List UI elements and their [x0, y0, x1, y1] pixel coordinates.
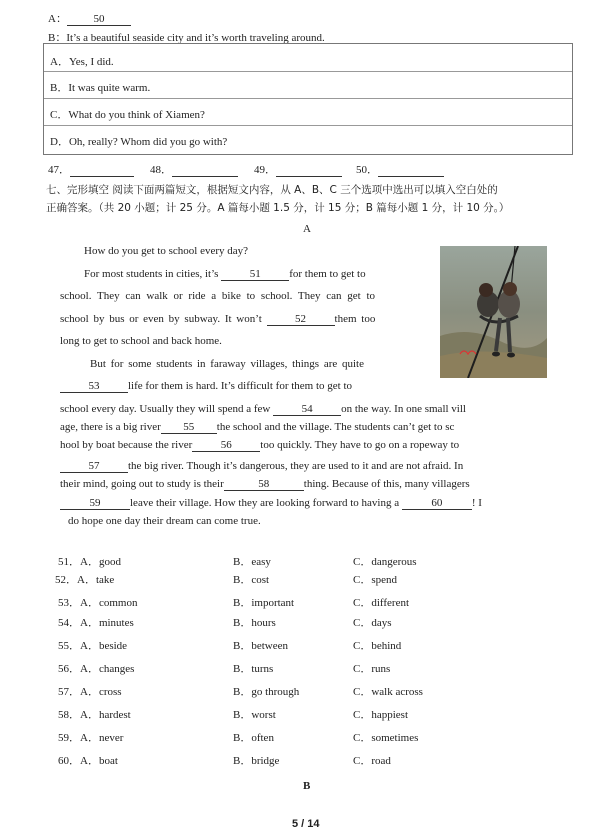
section-instructions-2: 正确答案。（共 20 小题；计 25 分。A 篇每小题 1.5 分，计 15 分；B 篇每小题 1 分，计 10 分。） [46, 202, 510, 214]
ropeway-children-illustration [440, 246, 547, 378]
passage-line [60, 380, 352, 393]
choice-c[interactable]: C．dangerous [353, 556, 417, 568]
section-instructions-1: 七、完形填空 阅读下面两篇短文，根据短文内容，从 A、B、C 三个选项中选出可以填入空白处的 [46, 184, 498, 196]
passage-b-heading: B [303, 780, 311, 792]
blank-54: 54 [273, 404, 341, 416]
passage-line [84, 268, 366, 281]
passage-line [60, 403, 466, 416]
blank-56: 56 [192, 440, 260, 452]
passage-line: long to get to school and back home. [60, 335, 222, 347]
passage-line [60, 421, 454, 434]
choice-b[interactable]: B．turns [233, 663, 274, 675]
blank-55: 55 [161, 422, 217, 434]
passage-line [60, 439, 459, 452]
blank-52: 52 [267, 314, 335, 326]
option-c: C．What do you think of Xiamen? [50, 109, 205, 121]
choice-c[interactable]: C．road [353, 755, 391, 767]
choice-a[interactable]: 56．A．changes [58, 663, 135, 675]
passage-line [60, 313, 375, 326]
answer-line-47[interactable] [48, 161, 134, 177]
speaker-a-label: A： [48, 13, 67, 25]
choice-b[interactable]: B．between [233, 640, 288, 652]
choice-c[interactable]: C．runs [353, 663, 391, 675]
blank-53: 53 [60, 381, 128, 393]
text-span: ! I [471, 497, 482, 509]
text-span: on the way. In one small vill [341, 403, 466, 415]
choice-c[interactable]: C．different [353, 597, 410, 609]
choice-a[interactable]: 59．A．never [58, 732, 124, 744]
answer-blank[interactable] [172, 165, 238, 177]
blank-58: 58 [224, 479, 304, 491]
choice-c[interactable]: C．days [353, 617, 392, 629]
text-span: school by bus or even by subway. It won’t [60, 313, 262, 325]
text-span: the big river. Though it’s dangerous, they are used to it and are not afraid. In [128, 460, 464, 472]
blank-59: 59 [60, 498, 130, 510]
choice-b[interactable]: B．hours [233, 617, 276, 629]
answer-line-50[interactable] [356, 161, 444, 177]
blank-60: 60 [402, 498, 472, 510]
choice-a[interactable]: 54．A．minutes [58, 617, 134, 629]
choice-a[interactable]: 57．A．cross [58, 686, 122, 698]
passage-line [60, 497, 482, 510]
choice-b[interactable]: B．cost [233, 574, 270, 586]
answer-blank[interactable] [378, 165, 444, 177]
choice-c[interactable]: C．happiest [353, 709, 408, 721]
divider [44, 125, 572, 126]
choice-a[interactable]: 58．A．hardest [58, 709, 131, 721]
text-span: leave their village. How they are looking forward to having a [130, 497, 400, 509]
text-span: age, there is a big river [60, 421, 161, 433]
answer-line-48[interactable] [150, 161, 238, 177]
ropeway-photo [440, 246, 547, 378]
option-d: D．Oh, really? Whom did you go with? [50, 136, 228, 148]
passage-line: school. They can walk or ride a bike to school. They can get to [60, 290, 376, 302]
text-span: too quickly. They have to go on a ropeway to [260, 439, 460, 451]
choice-a[interactable]: 55．A．beside [58, 640, 128, 652]
choice-b[interactable]: B．go through [233, 686, 300, 698]
text-span: them too [334, 313, 376, 325]
answer-blank[interactable] [276, 165, 342, 177]
text-span: hool by boat because the river [60, 439, 193, 451]
options-box [43, 43, 573, 155]
text-span: thing. Because of this, many villagers [303, 478, 470, 490]
dialogue-b: B：It’s a beautiful seaside city and it’s worth traveling around. [48, 32, 325, 44]
choice-a[interactable]: 52．A．take [55, 574, 115, 586]
choice-c[interactable]: C．walk across [353, 686, 423, 698]
answer-label-47: 47． [48, 164, 70, 176]
page-number: 5 / 14 [292, 818, 320, 830]
text-span: the school and the village. The students can’t get to sc [216, 421, 455, 433]
choice-a[interactable]: 51．A．good [58, 556, 121, 568]
choice-b[interactable]: B．often [233, 732, 274, 744]
choice-c[interactable]: C．spend [353, 574, 397, 586]
choice-b[interactable]: B．important [233, 597, 295, 609]
answer-label-48: 48． [150, 164, 172, 176]
choice-c[interactable]: C．behind [353, 640, 402, 652]
option-a: A．Yes, I did. [50, 56, 114, 68]
text-span: their mind, going out to study is their [60, 478, 224, 490]
passage-line [60, 478, 470, 491]
blank-50: 50 [67, 14, 131, 26]
answer-label-49: 49． [254, 164, 276, 176]
answer-line-49[interactable] [254, 161, 342, 177]
choice-b[interactable]: B．bridge [233, 755, 280, 767]
passage-line: do hope one day their dream can come true. [68, 515, 261, 527]
choice-b[interactable]: B．easy [233, 556, 271, 568]
option-b: B．It was quite warm. [50, 82, 151, 94]
choice-a[interactable]: 60．A．boat [58, 755, 118, 767]
text-span: for them to get to [289, 268, 366, 280]
passage-line [60, 460, 463, 473]
blank-57: 57 [60, 461, 128, 473]
dialogue-a [48, 10, 131, 26]
choice-b[interactable]: B．worst [233, 709, 276, 721]
answer-blank[interactable] [70, 165, 134, 177]
answer-label-50: 50． [356, 164, 378, 176]
text-span: life for them is hard. It’s difficult for them to get to [128, 380, 353, 392]
passage-a-heading: A [303, 223, 311, 235]
divider [44, 98, 572, 99]
passage-line: But for some students in faraway villages, things are quite [90, 358, 364, 370]
choice-c[interactable]: C．sometimes [353, 732, 419, 744]
divider [44, 71, 572, 72]
text-span: school every day. Usually they will spend a few [60, 403, 271, 415]
choice-a[interactable]: 53．A．common [58, 597, 138, 609]
text-span: For most students in cities, it’s [84, 268, 219, 280]
blank-51: 51 [221, 269, 289, 281]
passage-question: How do you get to school every day? [84, 245, 249, 257]
